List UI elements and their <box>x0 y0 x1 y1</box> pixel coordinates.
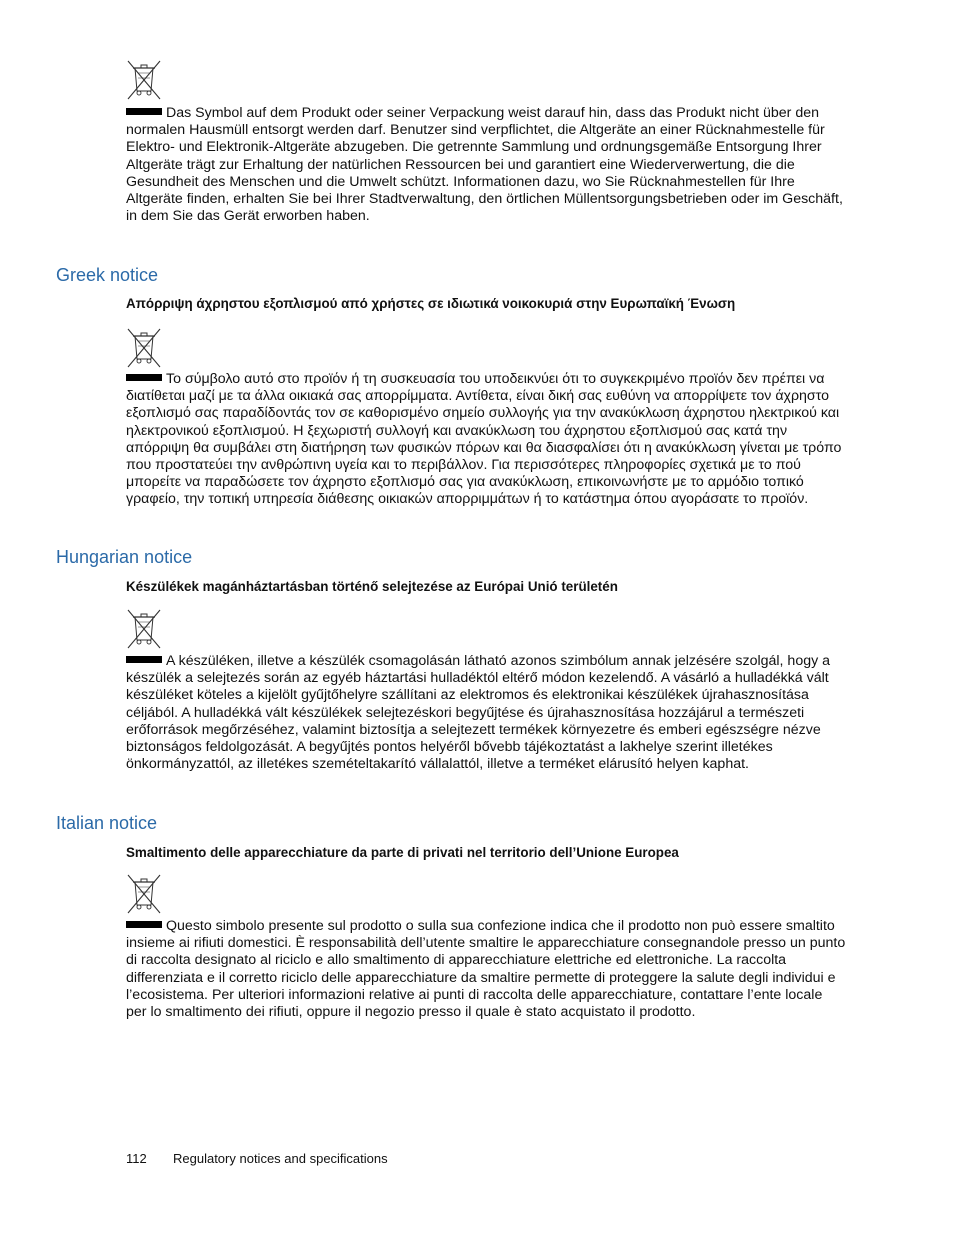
weee-bin-icon <box>124 872 164 916</box>
hungarian-notice-heading: Hungarian notice <box>56 547 193 567</box>
italian-notice-text: Questo simbolo presente sul prodotto o sulla sua confezione indica che il prodotto non può essere smaltito insieme ai rifiuti domestici. È responsabilità dell’utente smaltire le apparecchiature consegnandole presso un punto di raccolta designato al riciclo e allo smaltimento di apparecchiature elettriche ed elettroniche. La raccolta differenziata e il corretto riciclo delle apparecchiature da smaltire permette di proteggere la salute degli individui e l’ecosistema. Per ulteriori informazioni relative ai punti di raccolta delle apparecchiature, contattare l’ente locale per lo smaltimento dei rifiuti, oppure il negozio presso il quale è stato acquistato il prodotto. <box>126 918 846 1021</box>
italian-notice-subheading: Smaltimento delle apparecchiature da parte di privati nel territorio dell’Unione Europea <box>126 845 679 860</box>
german-notice-text: Das Symbol auf dem Produkt oder seiner Verpackung weist darauf hin, dass das Produkt nicht über den normalen Hausmüll entsorgt werden darf. Benutzer sind verpflichtet, die Altgeräte an einer Rücknahmestelle für Elektro- und Elektronik-Altgeräte abzugeben. Die getrennte Sammlung und ordnungsgemäße Entsorgung Ihrer Altgeräte trägt zur Erhaltung der natürlichen Ressourcen bei und garantiert eine Wiederverwertung, die die Gesundheit des Menschen und die Umwelt schützt. Informationen dazu, wo Sie Rücknahmestellen für Ihre Altgeräte finden, erhalten Sie bei Ihrer Stadtverwaltung, den örtlichen Müllentsorgungsbetrieben oder im Geschäft, in dem Sie das Gerät erworben haben. <box>126 105 843 225</box>
marker-bar <box>126 108 162 115</box>
hungarian-notice-text: A készüléken, illetve a készülék csomagolásán látható azonos szimbólum annak jelzésére szolgál, hogy a készülék a selejtezés során az egyéb háztartási hulladéktól eltérő módon kezelendő. A vásárló a hulladékká vált készüléket köteles a kijelölt gyűjtőhelyre szállítani az elektromos és elektronikai készülékek újrahasznosítása céljából. A hulladékká vált készülékek selejtezéskori begyűjtése és újrahasznosítása hozzájárul a természeti erőforrások megőrzéséhez, valamint biztosítja a selejtezett termékek környezetre és emberi egészségre nézve biztonságos feldolgozását. A begyűjtés pontos helyéről bővebb tájékoztatást a lakhelye szerint illetékes önkormányzattól, az illetékes szemételtakarító vállalattól, illetve a terméket elárusító helyen kaphat. <box>126 653 831 773</box>
footer-title: Regulatory notices and specifications <box>173 1151 388 1166</box>
hungarian-notice-subheading: Készülékek magánháztartásban történő selejtezése az Európai Unió területén <box>126 579 618 594</box>
weee-bin-icon <box>124 326 164 370</box>
greek-notice-heading: Greek notice <box>56 265 159 285</box>
weee-bin-icon <box>124 58 164 102</box>
weee-bin-icon <box>124 607 164 651</box>
marker-bar <box>126 374 162 381</box>
page-number: 112 <box>126 1151 147 1166</box>
greek-notice-subheading: Απόρριψη άχρηστου εξοπλισμού από χρήστες σε ιδιωτικά νοικοκυριά στην Ευρωπαϊκή Ένωση <box>126 296 736 311</box>
italian-notice-heading: Italian notice <box>56 813 158 833</box>
marker-bar <box>126 656 162 663</box>
greek-notice-text: Το σύμβολο αυτό στο προϊόν ή τη συσκευασία του υποδεικνύει ότι το συγκεκριμένο προϊόν δεν πρέπει να διατίθεται μαζί με τα άλλα οικιακά σας απορρίμματα. Αντίθετα, είναι δική σας ευθύνη να απορρίψετε τον άχρηστο εξοπλισμό σας παραδίδοντάς τον σε καθορισμένο σημείο συλλογής για την ανακύκλωση άχρηστου ηλεκτρικού και ηλεκτρονικού εξοπλισμού. Η ξεχωριστή συλλογή και ανακύκλωση του άχρηστου εξοπλισμού σας κατά την απόρριψη θα συμβάλει στη διατήρηση των φυσικών πόρων και θα διασφαλίσει ότι η ανακύκλωση γίνεται με τρόπο που προστατεύει την ανθρώπινη υγεία και το περιβάλλον. Για περισσότερες πληροφορίες σχετικά με το πού μπορείτε να παραδώσετε τον άχρηστο εξοπλισμό σας για ανακύκλωση, επικοινωνήστε με το αρμόδιο τοπικό γραφείο, την τοπική υπηρεσία διάθεσης οικιακών απορριμμάτων ή το κατάστημα όπου αγοράσατε το προϊόν. <box>126 371 842 508</box>
marker-bar <box>126 921 162 928</box>
